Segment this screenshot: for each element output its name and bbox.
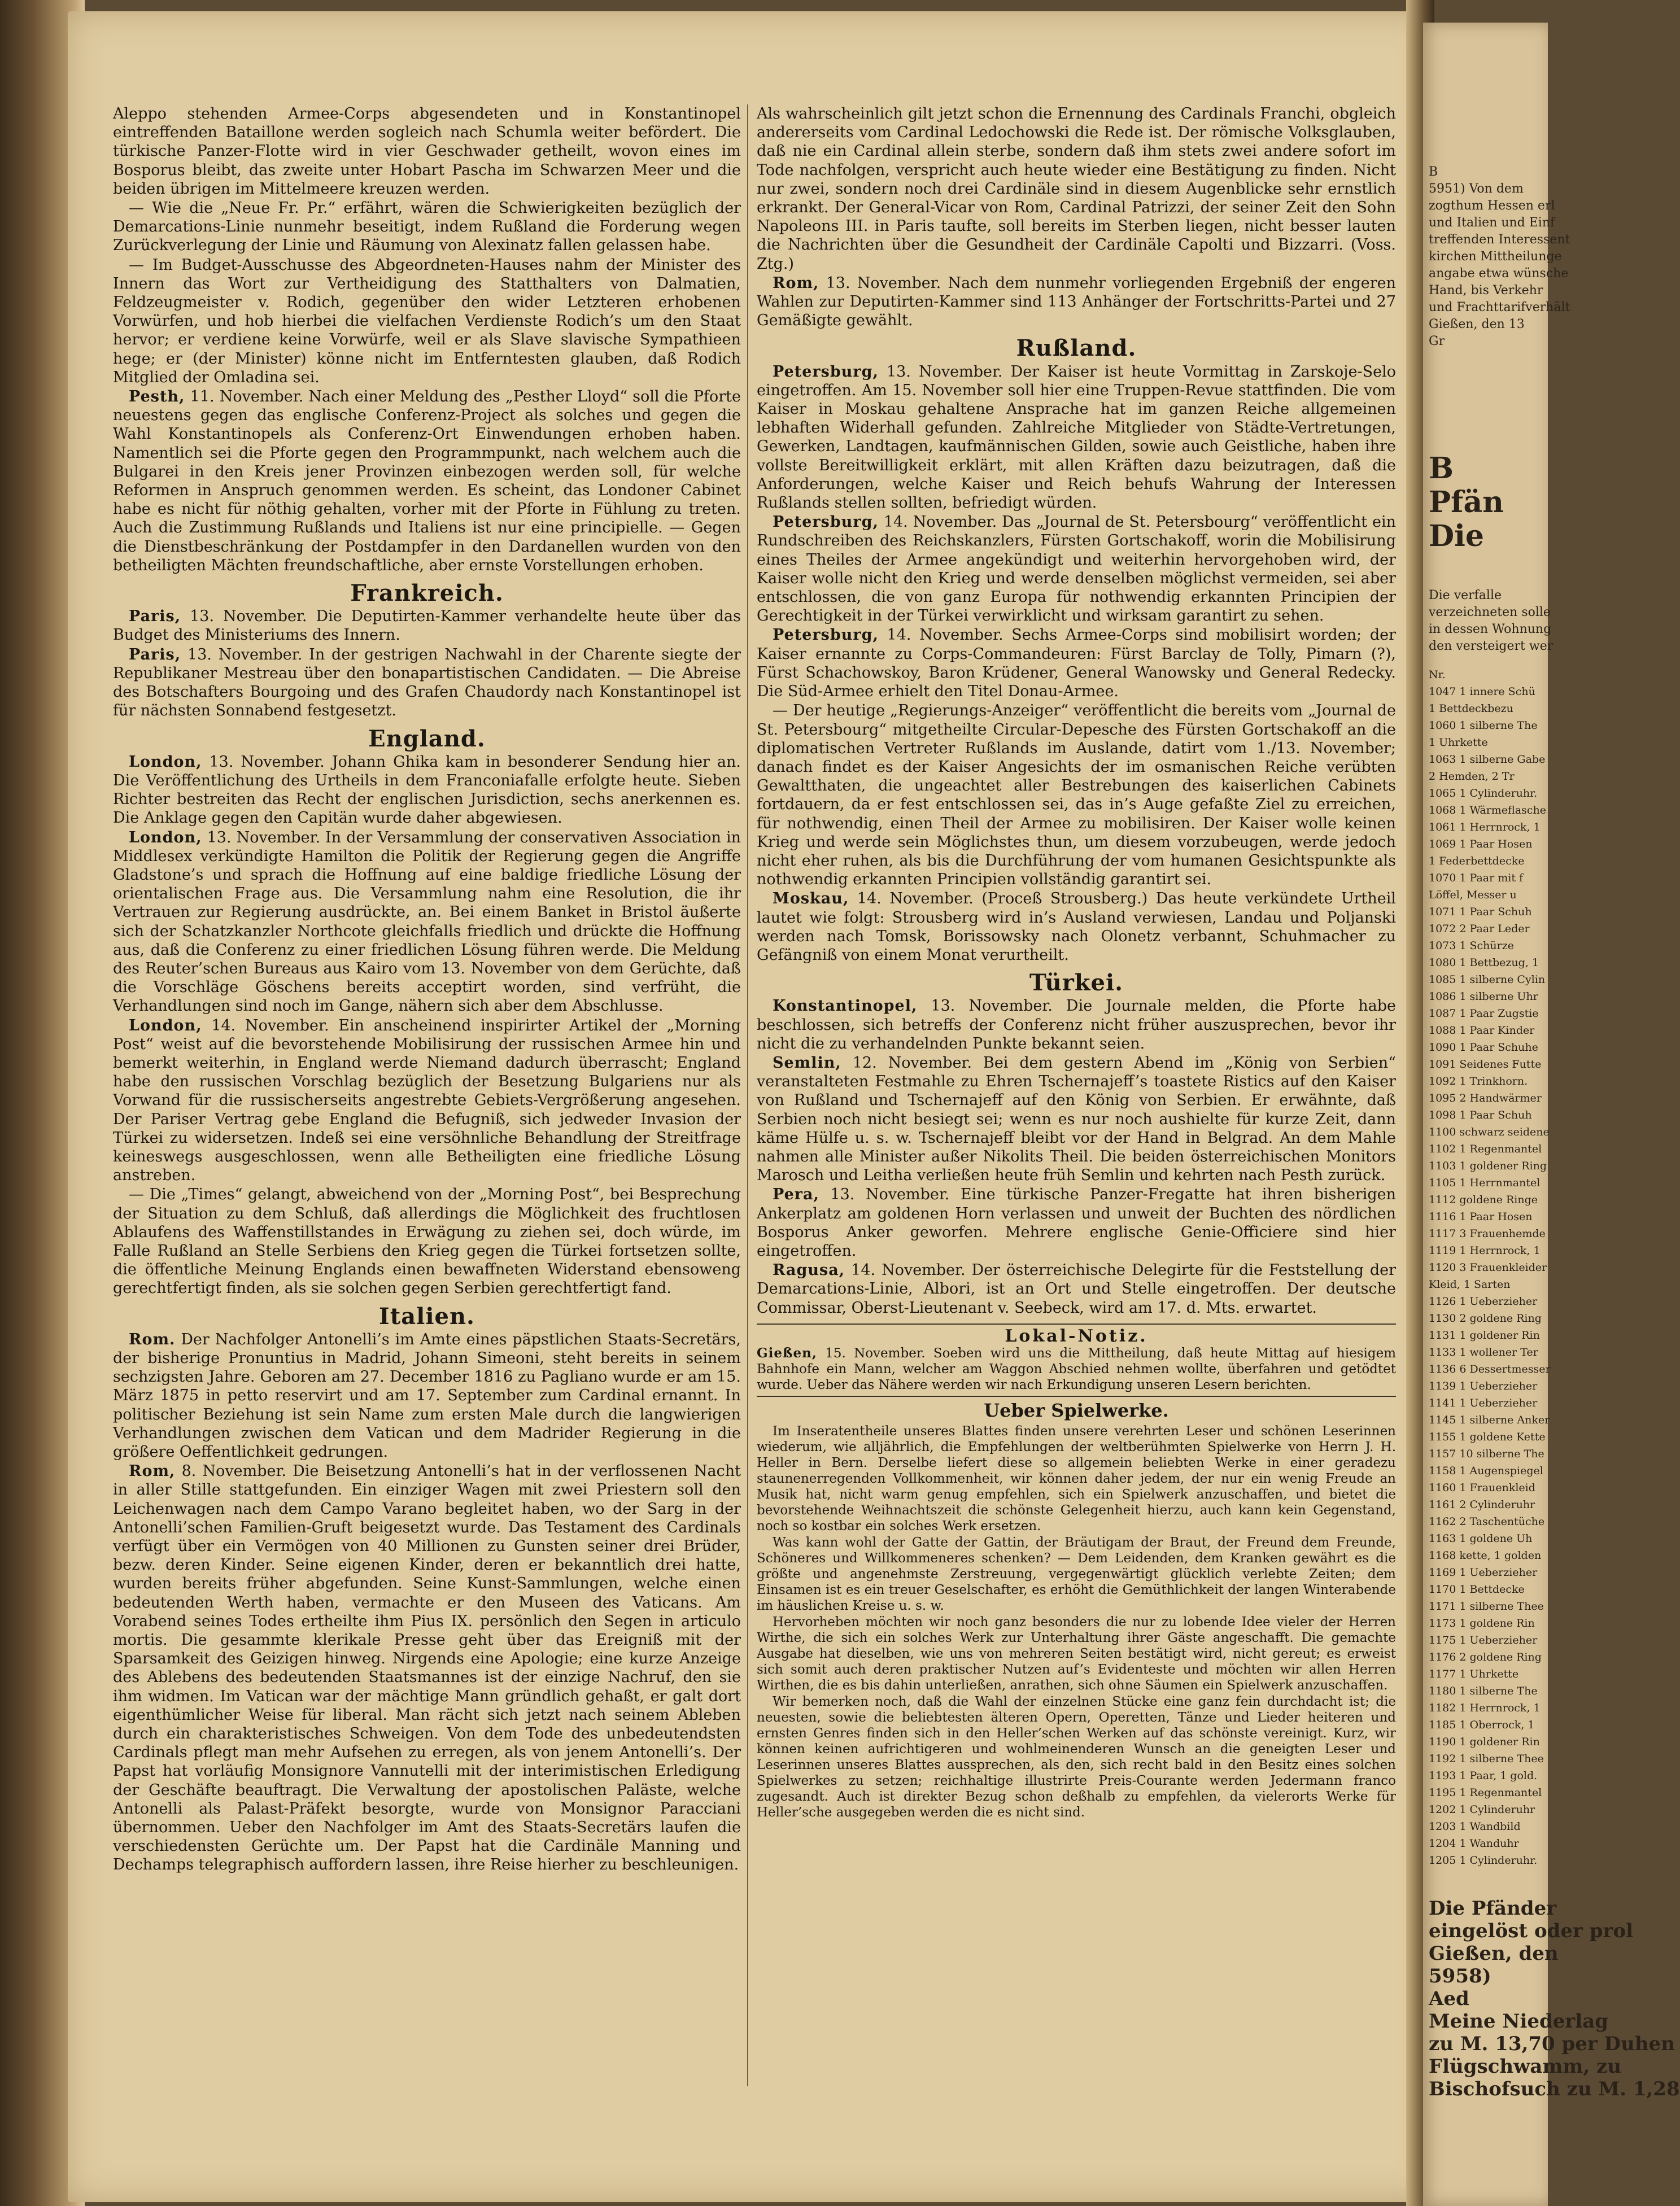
news-paragraph	[757, 1054, 1396, 1185]
fragment-line: 1063 1 silberne Gabe	[1429, 753, 1546, 766]
next-page-edge	[1423, 23, 1680, 2206]
fragment-line: 1070 1 Paar mit f	[1429, 872, 1524, 884]
local-notice-text	[757, 1346, 1396, 1393]
fragment-line: 1193 1 Paar, 1 gold.	[1429, 1770, 1538, 1782]
dateline: Moskau,	[773, 890, 849, 908]
news-paragraph	[113, 1016, 741, 1185]
paragraph-text: — Wie die „Neue Fr. Pr.“ erfährt, wären die Schwierigkeiten bezüglich der Demarcations-Linie nunmehr beseitigt, indem Rußland die Forderung wegen Zurückverlegung der Linie und Räumung von Alexinatz fallen gelassen habe.	[113, 199, 741, 255]
section-heading: Rußland.	[1016, 335, 1137, 362]
fragment-line: Kleid, 1 Sarten	[1429, 1278, 1511, 1291]
news-paragraph	[113, 104, 741, 198]
fragment-line: 1120 3 Frauenkleider	[1429, 1261, 1547, 1274]
paragraph-text: Aleppo stehenden Armee-Corps abgesendeten und in Konstantinopel eintreffenden Bataillone werden sogleich nach Schumla weiter befördert. Die türkische Panzer-Flotte wird in vier Geschwader getheilt, wovon eines im Bosporus bleibt, das zweite unter Hobart Pascha im Schwarzen Meer und die beiden übrigen im Mittelmeere kreuzen werden.	[113, 105, 741, 198]
fragment-line: 1173 1 goldene Rin	[1429, 1617, 1535, 1630]
fragment-line: 1192 1 silberne Thee	[1429, 1753, 1544, 1765]
fragment-line: 1060 1 silberne The	[1429, 719, 1538, 732]
fragment-line: 1126 1 Ueberzieher	[1429, 1295, 1538, 1308]
news-paragraph	[113, 199, 741, 255]
dateline: Paris,	[129, 645, 181, 663]
fragment-line: den versteigert wer	[1429, 639, 1554, 653]
dateline: Rom.	[129, 1330, 176, 1348]
paragraph-text: 12. November. Bei dem gestern Abend im „König von Serbien“ veranstalteten Festmahle zu Ehren Tschernajeff’s toastete Ristics auf den Kaiser von Rußland und Tschernajeff auf den König von Serbien. Er erwähnte, daß Serbien noch nicht besiegt sei; wenn es nur noch aushielte für kurze Zeit, dann käme Hülfe u. s. w. Tschernajeff bleibt vor der Hand in Belgrad. An dem Mahle nahmen alle Minister außer Nikolits Theil. Die beiden österreichischen Monitors Marosch und Leitha verließen heute früh Semlin und kehrten nach Pesth zurück.	[757, 1054, 1396, 1185]
fragment-line: 1098 1 Paar Schuh	[1429, 1109, 1532, 1121]
news-paragraph	[757, 997, 1396, 1053]
right-page-fragment-subhead	[1429, 587, 1554, 655]
fragment-line: eingelöst oder prol	[1429, 1920, 1634, 1942]
right-page-fragment-list	[1429, 666, 1551, 1869]
fragment-line: 1169 1 Ueberzieher	[1429, 1566, 1538, 1579]
fragment-line: 1202 1 Cylinderuhr	[1429, 1803, 1535, 1816]
dateline: Paris,	[129, 608, 181, 626]
fragment-line: 1139 1 Ueberzieher	[1429, 1380, 1538, 1392]
fragment-line: 1175 1 Ueberzieher	[1429, 1634, 1538, 1646]
dateline: London,	[129, 1016, 202, 1034]
fragment-line: 1177 1 Uhrkette	[1429, 1668, 1519, 1680]
fragment-line: 1 Bettdeckbezu	[1429, 702, 1513, 715]
fragment-line: 1204 1 Wanduhr	[1429, 1837, 1519, 1850]
fragment-line: 1185 1 Oberrock, 1	[1429, 1719, 1535, 1731]
right-page-fragment-bottom	[1429, 1897, 1680, 2100]
fragment-line: 5951) Von dem	[1429, 182, 1524, 196]
dateline: Petersburg,	[773, 513, 879, 531]
fragment-line: 1092 1 Trinkhorn.	[1429, 1075, 1528, 1087]
fragment-line: 1133 1 wollener Ter	[1429, 1346, 1538, 1358]
dateline: London,	[129, 828, 202, 846]
fragment-line: angabe etwa wünsche	[1429, 267, 1569, 281]
fragment-line: 1073 1 Schürze	[1429, 940, 1514, 952]
fragment-line: B	[1429, 165, 1438, 179]
fragment-line: 1095 2 Handwärmer	[1429, 1092, 1542, 1104]
fragment-line: 1182 1 Herrnrock, 1	[1429, 1702, 1541, 1714]
fragment-line: Die	[1429, 519, 1484, 553]
fragment-line: Gr	[1429, 334, 1445, 348]
fragment-line: verzeichneten solle	[1429, 605, 1551, 619]
left-column	[113, 104, 741, 1875]
fragment-line: Bischofsuch zu M. 1,28	[1429, 2078, 1680, 2100]
dateline: Petersburg,	[773, 626, 879, 644]
fragment-line: Gießen, den	[1429, 1942, 1559, 1965]
right-column-news	[757, 104, 1396, 1317]
paragraph-text: Als wahrscheinlich gilt jetzt schon die Ernennung des Cardinals Franchi, obgleich andererseits vom Cardinal Ledochowski die Rede ist. Der römische Volksglauben, daß nie ein Cardinal allein sterbe, sondern daß ihm stets zwei andere sofort im Tode nachfolgen, verspricht auch heute wieder eine Bestätigung zu finden. Nicht nur zwei, sondern noch drei Cardinäle sind in diesem Augenblicke sehr ernstlich erkrankt. Der General-Vicar von Rom, Cardinal Patrizzi, der seiner Zeit den Sohn Napoleons III. in Paris taufte, soll bereits im Sterben liegen, nicht besser lauten die Nachrichten über die Gesundheit der Cardinäle Capolti und Bizzarri. (Voss. Ztg.)	[757, 105, 1396, 273]
fragment-line: 1087 1 Paar Zugstie	[1429, 1007, 1539, 1020]
fragment-line: 2 Hemden, 2 Tr	[1429, 770, 1515, 783]
fragment-line: 1195 1 Regenmantel	[1429, 1786, 1542, 1799]
news-paragraph	[113, 1462, 741, 1874]
paragraph-text: 13. November. Eine türkische Panzer-Fregatte hat ihren bisherigen Ankerplatz am goldenen Horn verlassen und unweit der Buchten des nördlichen Bosporus Anker geworfen. Mehrere englische Genie-Officiere sind hier eingetroffen.	[757, 1186, 1396, 1260]
news-paragraph	[113, 1185, 741, 1298]
fragment-line: 1117 3 Frauenhemde	[1429, 1228, 1546, 1240]
fragment-line: 1162 2 Taschentüche	[1429, 1515, 1545, 1528]
fragment-line: 1100 schwarz seidene	[1429, 1126, 1550, 1138]
fragment-line: 1190 1 goldener Rin	[1429, 1736, 1540, 1748]
paragraph-text: 14. November. Das „Journal de St. Petersbourg“ veröffentlicht ein Rundschreiben des Reichskanzlers, Fürsten Gortschakoff, worin die Mobilisirung eines Theiles der Armee angekündigt und weiterhin hervorgehoben wird, der Kaiser wolle nicht den Krieg und werde denselben möglichst vermeiden, sei aber entschlossen, die von ganz Europa für nothwendig erkannten Principien der Gerechtigkeit in der Türkei verwirklicht und wirksam garantirt zu sehen.	[757, 513, 1396, 625]
advertisement-paragraph: Im Inseratentheile unseres Blattes finden unsere verehrten Leser und schönen Leserinnen wiederum, wie alljährlich, die Empfehlungen der weltberühmten Spielwerke von Herrn J. H. Heller in Bern. Derselbe liefert diese so allgemein beliebten Werke in einer geradezu staunenerregenden Vollkommenheit, wir können daher jedem, der nur ein wenig Freude an Musik hat, nicht warm genug empfehlen, sich ein Spielwerk anzuschaffen, und bietet die bevorstehende Weihnachtszeit die schönste Gelegenheit hierzu, auch kann kein Gegenstand, noch so kostbar ein solches Werk ersetzen.	[757, 1424, 1396, 1534]
paragraph-text: 13. November. Die Deputirten-Kammer verhandelte heute über das Budget des Ministeriums des Innern.	[113, 608, 741, 644]
news-paragraph	[113, 753, 741, 828]
column-divider	[747, 104, 748, 2086]
dateline: Gießen,	[757, 1346, 817, 1361]
fragment-line: und Frachttarifverhält	[1429, 300, 1570, 314]
dateline: Pesth,	[129, 388, 185, 406]
advertisement-paragraph: Wir bemerken noch, daß die Wahl der einzelnen Stücke eine ganz fein durchdacht ist; die neuesten, sowie die beliebtesten älteren Opern, Operetten, Tänze und Lieder heiteren und ernsten Genres finden sich in den Heller’schen Werken auf das schönste vereinigt. Kurz, wir können keinen aufrichtigeren und wohlmeinenderen Wunsch an die geneigten Leser und Leserinnen unseres Blattes aussprechen, als den, sich recht bald in den Besitz eines solchen Spielwerkes zu setzen; reichhaltige illustrirte Preis-Courante werden Jedermann franco zugesandt. Auch ist direkter Bezug schon deßhalb zu empfehlen, da vielerorts Werke für Heller’sche ausgegeben werden die es nicht sind.	[757, 1694, 1396, 1820]
news-paragraph	[757, 104, 1396, 273]
fragment-line: 1090 1 Paar Schuhe	[1429, 1041, 1538, 1054]
fragment-line: Die Pfänder	[1429, 1897, 1557, 1920]
dateline: Ragusa,	[773, 1261, 845, 1279]
fragment-line: in dessen Wohnung	[1429, 622, 1552, 636]
news-paragraph	[757, 626, 1396, 701]
news-paragraph	[757, 1185, 1396, 1260]
paragraph-text: 13. November. Der Kaiser ist heute Vormittag in Zarskoje-Selo eingetroffen. Am 15. November soll hier eine Truppen-Revue stattfinden. Die vom Kaiser in Moskau gehaltene Ansprache hat im ganzen Reiche allgemeinen lebhaften Widerhall gefunden. Zahlreiche Mitglieder von Städte-Vertretungen, Gewerken, Landtagen, kaufmännischen Gilden, sowie auch Geistliche, haben ihre vollste Bereitwilligkeit erklärt, mit allen Kräften dazu beizutragen, daß die Anforderungen, welche Kaiser und Reich behufs Wahrung der Interessen Rußlands stellen sollten, befriedigt würden.	[757, 362, 1396, 512]
fragment-line: 1130 2 goldene Ring	[1429, 1312, 1542, 1325]
fragment-line: kirchen Mittheilunge	[1429, 250, 1562, 264]
fragment-line: B	[1429, 451, 1454, 486]
news-paragraph	[757, 362, 1396, 513]
fragment-line: 1105 1 Herrnmantel	[1429, 1177, 1541, 1189]
fragment-line: 1065 1 Cylinderuhr.	[1429, 787, 1538, 800]
news-paragraph	[113, 607, 741, 644]
fragment-line: 1171 1 silberne Thee	[1429, 1600, 1544, 1613]
news-paragraph	[113, 256, 741, 387]
fragment-line: 5958)	[1429, 1965, 1491, 1987]
dateline: Semlin,	[773, 1054, 841, 1072]
fragment-line: 1203 1 Wandbild	[1429, 1820, 1521, 1833]
paragraph-text: 14. November. Ein anscheinend inspirirter Artikel der „Morning Post“ weist auf die bevorstehende Mobilisirung der russischen Armee hin und bemerkt weiterhin, in England werde Niemand dadurch überrascht; England habe den russischen Vorschlag bezüglich der Besetzung Bulgariens nur als Vorwand für die russischerseits angestrebte Gebiets-Vergrößerung angesehen. Der Pariser Vertrag gebe England die Befugniß, sich jedweder Invasion der Türkei zu widersetzen. Indeß sei eine versöhnliche Behandlung der Streitfrage keineswegs ausgeschlossen, wenn alle Betheiligten eine friedliche Lösung anstreben.	[113, 1016, 741, 1185]
fragment-line: treffenden Interessent	[1429, 233, 1570, 247]
advertisement-paragraph: Hervorheben möchten wir noch ganz besonders die nur zu lobende Idee vieler der Herren Wirthe, die sich ein solches Werk zur Unterhaltung ihrer Gäste angeschafft. Die gemachte Ausgabe hat dieselben, wie uns von mehreren Seiten bestätigt wird, nicht gereut; es erweist sich somit auch deren praktischer Nutzen auf’s Evidenteste und möchten wir allen Herren Wirthen, die es bis dahin unterließen, anrathen, sich ohne Säumen ein Spielwerk anzuschaffen.	[757, 1615, 1396, 1693]
fragment-line: zu M. 13,70 per Duhen	[1429, 2033, 1675, 2055]
fragment-line: 1080 1 Bettbezug, 1	[1429, 956, 1539, 969]
fragment-line: Hand, bis Verkehr	[1429, 283, 1543, 298]
advertisement-paragraph: Was kann wohl der Gatte der Gattin, der Bräutigam der Braut, der Freund dem Freunde, Schöneres und Willkommeneres schenken? — Dem Leidenden, dem Kranken gewährt es die größte und angenehmste Zerstreuung, vergegenwärtigt glücklich verlebte Zeiten; dem Einsamen ist es ein treuer Geselschafter, es erhöht die Gemüthlichkeit der langen Winterabende im häuslichen Kreise u. s. w.	[757, 1535, 1396, 1614]
fragment-line: 1161 2 Cylinderuhr	[1429, 1499, 1535, 1511]
news-paragraph	[757, 513, 1396, 625]
dateline: London,	[129, 753, 202, 771]
news-paragraph	[113, 645, 741, 720]
fragment-line: 1112 goldene Ringe	[1429, 1194, 1538, 1206]
paragraph-text: 14. November. (Proceß Strousberg.) Das heute verkündete Urtheil lautet wie folgt: Strousberg wird in’s Ausland verwiesen, Landau und Poljanski werden nach Tomsk, Borissowsky nach Olonetz verbannt, Schuhmacher zu Gefängniß von einem Monat verurtheilt.	[757, 890, 1396, 964]
fragment-line: Gießen, den 13	[1429, 317, 1525, 331]
fragment-line: 1136 6 Dessertmesser	[1429, 1363, 1551, 1375]
news-paragraph	[113, 828, 741, 1016]
paragraph-text: 13. November. In der gestrigen Nachwahl in der Charente siegte der Republikaner Mestreau über den bonapartistischen Candidaten. — Die Abreise des Botschafters Bourgoing und des Grafen Chaudordy nach Konstantinopel ist für nächsten Sonnabend festgesetzt.	[113, 645, 741, 720]
fragment-line: zogthum Hessen erl	[1429, 199, 1555, 213]
dateline: Rom,	[773, 274, 819, 292]
fragment-line: 1086 1 silberne Uhr	[1429, 990, 1538, 1003]
section-heading: Italien.	[379, 1303, 475, 1330]
local-notice-body: 15. November. Soeben wird uns die Mittheilung, daß heute Mittag auf hiesigem Bahnhofe ein Mann, welcher am Waggon Abschied nehmen wollte, überfahren und getödtet wurde. Ueber das Nähere werden wir nach Erkundigung unseren Lesern berichten.	[757, 1346, 1396, 1392]
right-page-fragment-top	[1429, 164, 1570, 350]
local-notice-title: Lokal-Notiz.	[1005, 1326, 1148, 1346]
fragment-line: 1155 1 goldene Kette	[1429, 1431, 1546, 1443]
fragment-line: 1119 1 Herrnrock, 1	[1429, 1244, 1541, 1257]
advertisement-title: Ueber Spielwerke.	[984, 1400, 1169, 1421]
news-paragraph	[113, 1330, 741, 1461]
fragment-line: 1168 kette, 1 golden	[1429, 1549, 1542, 1562]
section-heading: Türkei.	[1029, 969, 1124, 997]
paragraph-text: 13. November. In der Versammlung der conservativen Association in Middlesex verkündigte Hamilton die Politik der Regierung gegen die Angriffe Gladstone’s und sprach die Hoffnung auf eine baldige friedliche Lösung der orientalischen Frage aus. Die Versammlung nahm eine Resolution, die ihr Vertrauen zur Regierung ausdrückte, an. Bei einem Banket in Bristol äußerte sich der Schatzkanzler Northcote gleichfalls friedlich und drückte die Hoffnung aus, daß die Conferenz zu einer friedlichen Lösung führen werde. Die Meldung des Reuter’schen Bureaus aus Kairo vom 13. November von dem Gerüchte, daß die Vorschläge Göschens bereits acceptirt worden, sind verfrüht, die Verhandlungen sind noch im Gange, nähern sich aber dem Abschlusse.	[113, 828, 741, 1015]
fragment-line: 1160 1 Frauenkleid	[1429, 1482, 1535, 1494]
fragment-line: 1205 1 Cylinderuhr.	[1429, 1854, 1538, 1867]
fragment-line: Die verfalle	[1429, 588, 1502, 602]
dateline: Pera,	[773, 1186, 819, 1204]
fragment-line: 1141 1 Ueberzieher	[1429, 1397, 1538, 1409]
fragment-line: Löffel, Messer u	[1429, 889, 1517, 901]
fragment-line: Aed	[1429, 1987, 1469, 2010]
spielwerke-advertisement	[757, 1401, 1396, 1820]
dateline: Rom,	[129, 1462, 176, 1480]
fragment-line: 1103 1 goldener Ring	[1429, 1160, 1547, 1172]
dateline: Konstantinopel,	[773, 997, 918, 1015]
paragraph-text: 14. November. Der österreichische Delegirte für die Feststellung der Demarcations-Linie, Albori, ist an Ort und Stelle eingetroffen. Der deutsche Commissar, Oberst-Lieutenant v. Seebeck, wird am 17. d. Mts. erwartet.	[757, 1261, 1396, 1317]
fragment-line: und Italien und Einf	[1429, 216, 1555, 230]
fragment-line: Flügschwamm, zu	[1429, 2055, 1622, 2078]
section-heading: England.	[368, 725, 486, 752]
paragraph-text: — Im Budget-Ausschusse des Abgeordneten-Hauses nahm der Minister des Innern das Wort zur Vertheidigung des Statthalters von Dalmatien, Feldzeugmeister v. Rodich, gegenüber den wider Letzteren erhobenen Vorwürfen, und hob hierbei die vielfachen Verdienste Rodich’s um den Staat hervor; er verdiene keine Vorwürfe, weil er als Slave slavische Sympathieen hege; er (der Minister) könne nicht im Entferntesten glauben, daß Rodich Mitglied der Omladina sei.	[113, 256, 741, 386]
paragraph-text: 8. November. Die Beisetzung Antonelli’s hat in der verflossenen Nacht in aller Stille stattgefunden. Ein einziger Wagen mit zwei Priestern soll den Leichenwagen nach dem Campo Varano begleitet haben, wo der Sarg in der Antonelli’schen Familien-Gruft beigesetzt wurde. Das Testament des Cardinals verfügt über ein Vermögen von 40 Millionen zu Gunsten seiner drei Brüder, bezw. deren Kinder. Seine eigenen Kinder, deren er bekanntlich drei hatte, wurden bereits früher abgefunden. Seine Kunst-Sammlungen, welche einen bedeutenden Werth haben, vermachte er den Museen des Vaticans. Am Vorabend seines Todes ertheilte ihm Pius IX. persönlich den Segen in articulo mortis. Die gesammte klerikale Presse geht über das Ereigniß mit der Sparsamkeit des Geizigen hinweg. Nirgends eine Apologie; eine kurze Anzeige des Ablebens des bedeutenden Staatsmannes ist der einzige Nachruf, den sie ihm widmen. Im Vatican war der mächtige Mann gründlich gehaßt, er galt dort eigenthümlicher Weise für liberal. Man rächt sich jetzt nach seinem Ableben durch ein charakteristisches Schweigen. Von dem Tode des unbedeutendsten Cardinals pflegt man mehr Aufsehen zu erregen, als von jenem Antonelli’s. Der Papst hat vorläufig Monsignore Vannutelli mit der interimistischen Erledigung der Geschäfte beauftragt. Die Verwaltung der apostolischen Paläste, welche Antonelli als Palast-Präfekt besorgte, wurde von Monsignor Paracciani übernommen. Ueber den Nachfolger im Amt des Staats-Secretärs laufen die verschiedensten Gerüchte um. Der Papst hat die Cardinäle Manning und Dechamps telegraphisch auffordern lassen, ihre Reise hierher zu beschleunigen.	[113, 1462, 741, 1874]
paragraph-text: 13. November. Die Journale melden, die Pforte habe beschlossen, sich betreffs der Conferenz nicht früher auszusprechen, bevor ihr nicht die zu verhandelnden Punkte bekannt seien.	[757, 997, 1396, 1052]
dateline: Petersburg,	[773, 362, 879, 381]
fragment-line: 1170 1 Bettdecke	[1429, 1583, 1525, 1596]
paragraph-text: 14. November. Sechs Armee-Corps sind mobilisirt worden; der Kaiser ernannte zu Corps-Commandeuren: Fürst Barclay de Tolly, Pimarn (?), Fürst Schachowskoy, Baron Krüdener, General Wanowsky und General Redecky. Die Süd-Armee erhielt den Titel Donau-Armee.	[757, 626, 1396, 701]
fragment-line: Pfän	[1429, 485, 1504, 519]
fragment-line: 1102 1 Regenmantel	[1429, 1143, 1542, 1155]
fragment-line: 1158 1 Augenspiegel	[1429, 1465, 1543, 1477]
news-paragraph	[757, 1261, 1396, 1317]
news-paragraph	[757, 701, 1396, 889]
fragment-line: 1145 1 silberne Anker	[1429, 1414, 1550, 1426]
paragraph-text: 13. November. Johann Ghika kam in besonderer Sendung hier an. Die Veröffentlichung des Urtheils in dem Franconiafalle erfolgte heute. Sieben Richter bestreiten das Recht der englischen Jurisdiction, sechs anerkennen es. Die Anklage gegen den Capitän wurde daher abgewiesen.	[113, 753, 741, 827]
local-notice	[757, 1323, 1396, 1397]
fragment-line: 1069 1 Paar Hosen	[1429, 838, 1533, 850]
paragraph-text: 13. November. Nach dem nunmehr vorliegenden Ergebniß der engeren Wahlen zur Deputirten-Kammer sind 113 Anhänger der Fortschritts-Partei und 27 Gemäßigte gewählt.	[757, 274, 1396, 330]
fragment-line: 1131 1 goldener Rin	[1429, 1329, 1540, 1342]
paragraph-text: — Der heutige „Regierungs-Anzeiger“ veröffentlicht die bereits vom „Journal de St. Petersbourg“ mitgetheilte Circular-Depesche des Fürsten Gortschakoff an die diplomatischen Vertreter Rußlands im Auslande, datirt vom 1./13. November; danach findet es der Kaiser Angesichts der im osmanischen Reiche verübten Gewaltthaten, die ungeachtet aller Bestrebungen des kaiserlichen Cabinets fortdauern, da er fest entschlossen sei, das in’s Auge gefaßte Ziel zu erreichen, für nothwendig, einen Theil der Armee zu mobilisiren. Der Kaiser wolle keinen Krieg und werde sein Möglichstes thun, um diesem vorzubeugen, werde jedoch nicht eher ruhen, als bis die Durchführung der vom humanen Gesichtspunkte als nothwendig erkannten Principien vollständig garantirt sei.	[757, 702, 1396, 889]
section-heading: Frankreich.	[350, 580, 504, 607]
fragment-line: 1072 2 Paar Leder	[1429, 923, 1530, 935]
fragment-line: 1088 1 Paar Kinder	[1429, 1024, 1535, 1037]
fragment-line: 1068 1 Wärmeflasche	[1429, 804, 1546, 816]
paragraph-text: 11. November. Nach einer Meldung des „Pesther Lloyd“ soll die Pforte neuestens gegen das englische Conferenz-Project als solches und gegen die Wahl Konstantinopels als Conferenz-Ort Einwendungen erhoben haben. Namentlich sei die Pforte gegen den Programmpunkt, nach welchem auch die Bulgarei in den Kreis jener Provinzen einbezogen werden soll, für welche Reformen in Anspruch genommen werden. Es scheint, das Londoner Cabinet habe es nicht für nöthig gehalten, vorher mit der Pforte in Fühlung zu treten. Auch die Zustimmung Rußlands und Italiens ist nur eine principielle. — Gegen die Dienstbeschränkung der Postdampfer in den Dardanellen wurden von den betheiligten Mächten freundschaftliche, aber ernste Vorstellungen erhoben.	[113, 388, 741, 574]
fragment-line: 1091 Seidenes Futte	[1429, 1058, 1542, 1071]
paragraph-text: — Die „Times“ gelangt, abweichend von der „Morning Post“, bei Besprechung der Situation zu dem Schluß, daß allerdings die Möglichkeit des fruchtlosen Ablaufens des Waffenstillstandes in Erwägung zu ziehen sei, doch würde, im Falle Rußland an Stelle Serbiens den Krieg gegen die Türkei fortsetzen sollte, die öffentliche Meinung Englands einen bewaffneten Widerstand ebensoweng gerechtfertigt finden, als sie solchen gegen Serbien gerechtfertigt fand.	[113, 1186, 741, 1298]
fragment-line: 1 Uhrkette	[1429, 736, 1488, 749]
fragment-line: 1047 1 innere Schü	[1429, 685, 1535, 698]
news-paragraph	[757, 889, 1396, 964]
fragment-line: 1085 1 silberne Cylin	[1429, 973, 1546, 986]
fragment-line: 1116 1 Paar Hosen	[1429, 1211, 1533, 1223]
paragraph-text: Der Nachfolger Antonelli’s im Amte eines päpstlichen Staats-Secretärs, der bisherige Pronuntius in Madrid, Johann Simeoni, steht bereits in seinem sechzigsten Jahre. Geboren am 27. December 1816 zu Pagliano wurde er am 15. März 1875 in petto reservirt und am 17. September zum Cardinal ernannt. In politischer Beziehung ist sein Name zum ersten Male durch die langwierigen Verhandlungen zwischen dem Vatican und dem Madrider Regierung in die größere Oeffentlichkeit gedrungen.	[113, 1330, 741, 1461]
fragment-line: 1071 1 Paar Schuh	[1429, 906, 1532, 918]
fragment-line: 1061 1 Herrnrock, 1	[1429, 821, 1541, 833]
news-paragraph	[113, 387, 741, 575]
fragment-line: 1 Federbettdecke	[1429, 855, 1525, 867]
fragment-line: 1163 1 goldene Uh	[1429, 1532, 1533, 1545]
fragment-line: 1176 2 goldene Ring	[1429, 1651, 1542, 1663]
fragment-line: 1157 10 silberne The	[1429, 1448, 1544, 1460]
fragment-line: Nr.	[1429, 669, 1446, 681]
fragment-line: 1180 1 silberne The	[1429, 1685, 1538, 1697]
news-paragraph	[757, 274, 1396, 330]
right-column	[757, 104, 1396, 1821]
fragment-line: Meine Niederlag	[1429, 2010, 1609, 2033]
right-page-fragment-heading-big	[1429, 452, 1547, 553]
